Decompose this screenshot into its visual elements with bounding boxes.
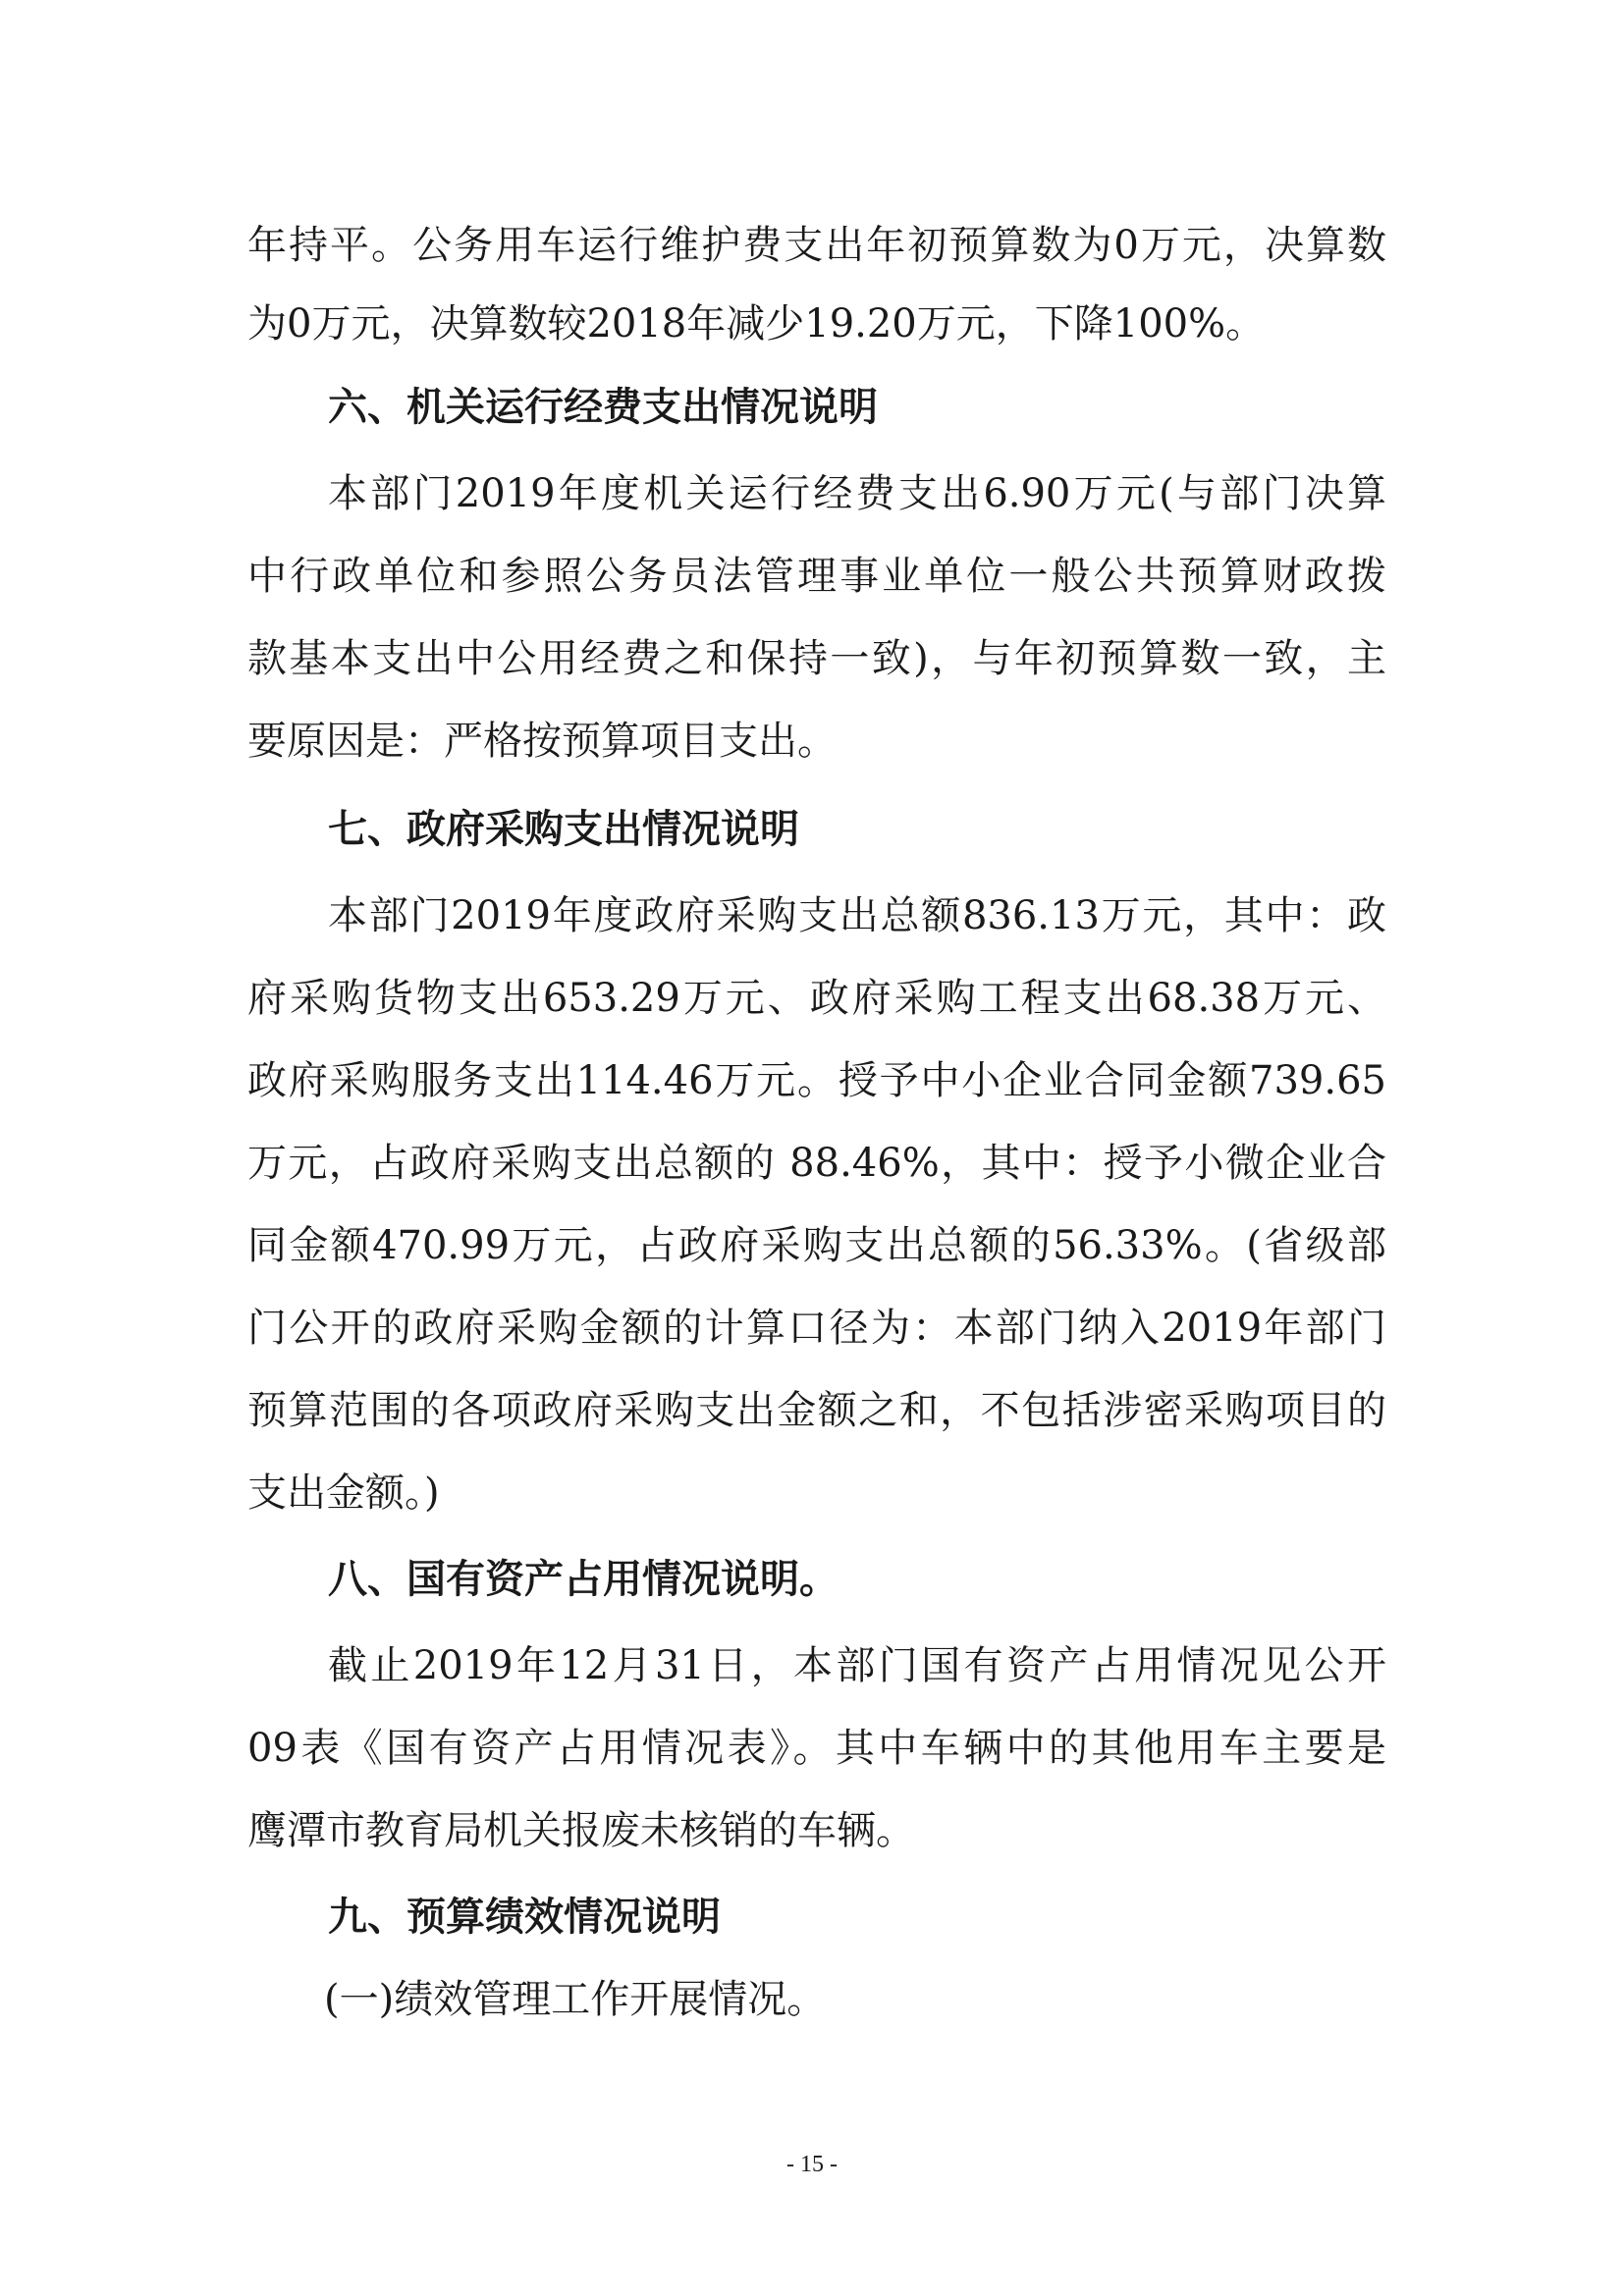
paragraph-line: 政府采购服务支出114.46万元。授予中小企业合同金额739.65 <box>247 1058 1386 1103</box>
paragraph-line: 中行政单位和参照公务员法管理事业单位一般公共预算财政拨 <box>247 554 1386 599</box>
subsection-heading: (一)绩效管理工作开展情况。 <box>324 1977 827 2022</box>
paragraph-line: 09表《国有资产占用情况表》。其中车辆中的其他用车主要是 <box>247 1726 1386 1771</box>
section-heading-6: 六、机关运行经费支出情况说明 <box>328 385 878 430</box>
section-heading-8: 八、国有资产占用情况说明。 <box>328 1557 839 1602</box>
paragraph-line: 本部门2019年度政府采购支出总额836.13万元，其中：政 <box>328 893 1386 938</box>
paragraph-line: 本部门2019年度机关运行经费支出6.90万元(与部门决算 <box>328 471 1386 516</box>
section-heading-9: 九、预算绩效情况说明 <box>328 1895 721 1940</box>
paragraph-line: 预算范围的各项政府采购支出金额之和，不包括涉密采购项目的 <box>247 1388 1386 1433</box>
page-number: - 15 - <box>786 2152 838 2177</box>
paragraph-line: 要原因是：严格按预算项目支出。 <box>247 719 837 764</box>
section-heading-7: 七、政府采购支出情况说明 <box>328 807 799 852</box>
paragraph-line: 款基本支出中公用经费之和保持一致)，与年初预算数一致，主 <box>247 636 1386 681</box>
paragraph-line: 年持平。公务用车运行维护费支出年初预算数为0万元，决算数 <box>247 223 1386 268</box>
paragraph-line: 为0万元，决算数较2018年减少19.20万元，下降100%。 <box>247 301 1266 347</box>
paragraph-line: 截止2019年12月31日，本部门国有资产占用情况见公开 <box>328 1643 1386 1688</box>
paragraph-line: 万元，占政府采购支出总额的 88.46%，其中：授予小微企业合 <box>247 1141 1386 1186</box>
paragraph-line: 府采购货物支出653.29万元、政府采购工程支出68.38万元、 <box>247 976 1386 1021</box>
paragraph-line: 支出金额。) <box>247 1470 440 1516</box>
paragraph-line: 鹰潭市教育局机关报废未核销的车辆。 <box>247 1808 915 1853</box>
paragraph-line: 同金额470.99万元，占政府采购支出总额的56.33%。(省级部 <box>247 1223 1386 1268</box>
paragraph-line: 门公开的政府采购金额的计算口径为：本部门纳入2019年部门 <box>247 1306 1386 1351</box>
